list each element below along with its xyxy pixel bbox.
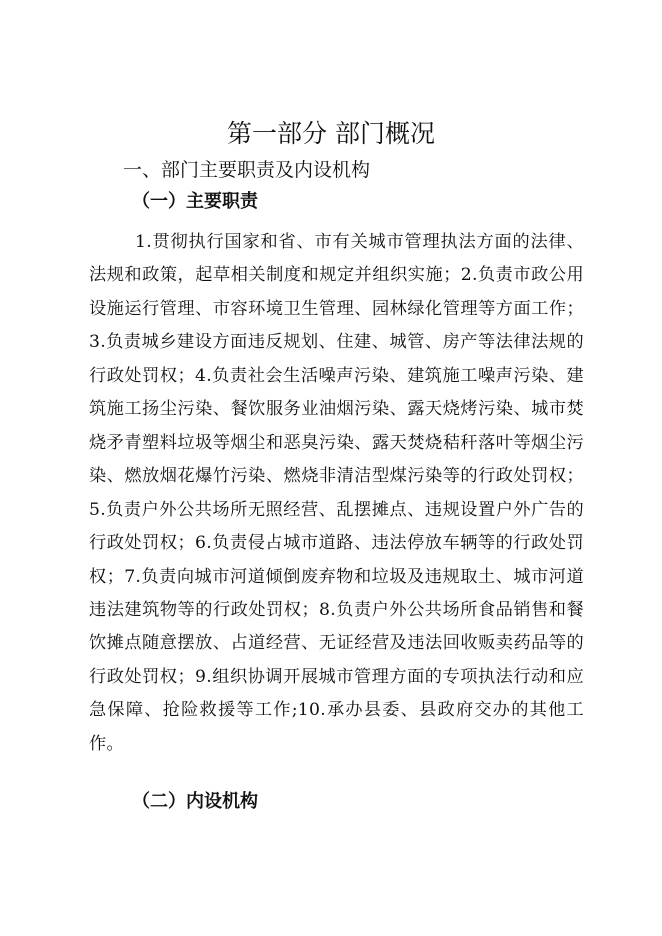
subsection-heading-internal-units: （二）内设机构 xyxy=(132,791,258,812)
section-heading: 一、部门主要职责及内设机构 xyxy=(123,159,371,181)
subsection-heading-duties: （一）主要职责 xyxy=(132,191,258,212)
duties-paragraph: 1.贯彻执行国家和省、市有关城市管理执法方面的法律、法规和政策，起草相关制度和规定并组织实施；2.负责市政公用设施运行管理、市容环境卫生管理、园林绿化管理等方面工作；3.负责城乡建设方面违反规划、住建、城管、房产等法律法规的行政处罚权；4.负责社会生活噪声污染、建筑施工噪声污染、建筑施工扬尘污染、餐饮服务业油烟污染、露天烧烤污染、城市焚烧矛青塑料垃圾等烟尘和恶臭污染、露天焚烧秸秆落叶等烟尘污染、燃放烟花爆竹污染、燃烧非清洁型煤污染等的行政处罚权；5.负责户外公共场所无照经营、乱摆摊点、违规设置户外广告的行政处罚权；6.负责侵占城市道路、违法停放车辆等的行政处罚权；7.负责向城市河道倾倒废弃物和垃圾及违规取土、城市河道违法建筑物等的行政处罚权；8.负责户外公共场所食品销售和餐饮摊点随意摆放、占道经营、无证经营及违法回收贩卖药品等的行政处罚权；9.组织协调开展城市管理方面的专项执法行动和应急保障、抢险救援等工作;10.承办县委、县政府交办的其他工作。 xyxy=(89,232,584,754)
page-title: 第一部分 部门概况 xyxy=(227,119,435,148)
